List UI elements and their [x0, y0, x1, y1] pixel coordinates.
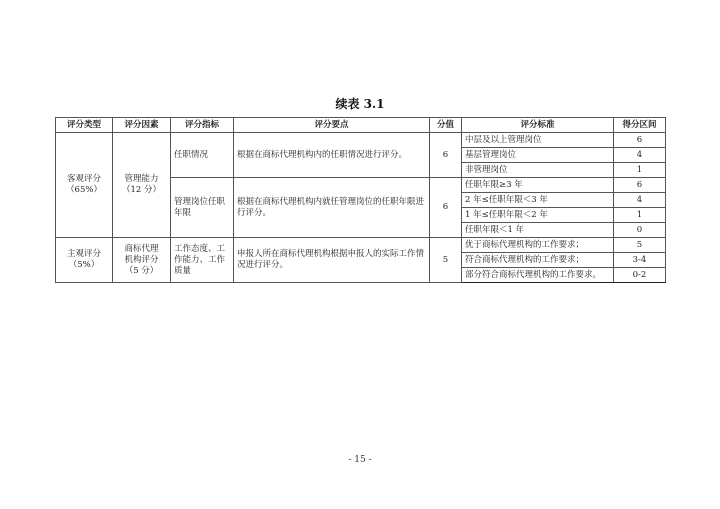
- standard-text: 中层及以上管理岗位: [462, 133, 614, 148]
- standard-text: 2 年≤任职年限＜3 年: [462, 193, 614, 208]
- objective-type-cell: [56, 133, 113, 238]
- standard-text: 部分符合商标代理机构的工作要求。: [462, 268, 614, 283]
- range-value: 3-4: [614, 253, 666, 268]
- tenure-score: 6: [430, 178, 462, 238]
- position-score: 6: [430, 133, 462, 178]
- header-score-range: 得分区间: [614, 118, 666, 133]
- header-score-standard: 评分标准: [462, 118, 614, 133]
- subjective-factor-points: （5 分）: [124, 265, 159, 276]
- objective-factor-label: 管理能力: [124, 174, 159, 184]
- standard-text: 非管理岗位: [462, 163, 614, 178]
- subjective-indicator: 工作态度、工作能力、工作质量: [171, 238, 234, 283]
- range-value: 6: [614, 178, 666, 193]
- scoring-table: [55, 117, 666, 283]
- position-point: 根据在商标代理机构内的任职情况进行评分。: [234, 133, 430, 178]
- tenure-point: 根据在商标代理机构内就任管理岗位的任职年限进行评分。: [234, 178, 430, 238]
- standard-text: 符合商标代理机构的工作要求；: [462, 253, 614, 268]
- range-value: 1: [614, 163, 666, 178]
- table-row: [56, 238, 666, 253]
- standard-text: 优于商标代理机构的工作要求；: [462, 238, 614, 253]
- range-value: 1: [614, 208, 666, 223]
- subjective-factor-cell: [113, 238, 171, 283]
- standard-text: 任职年限≥3 年: [462, 178, 614, 193]
- range-value: 4: [614, 148, 666, 163]
- objective-type-percent: （65%）: [66, 185, 102, 195]
- standard-text: 1 年≤任职年限＜2 年: [462, 208, 614, 223]
- tenure-indicator: 管理岗位任职年限: [171, 178, 234, 238]
- table-caption: 续表 3.1: [335, 97, 385, 111]
- subjective-type-label: 主观评分: [66, 249, 101, 259]
- range-value: 4: [614, 193, 666, 208]
- header-score-factor: 评分因素: [113, 118, 171, 133]
- objective-factor-points: （12 分）: [121, 185, 162, 195]
- header-score-indicator: 评分指标: [171, 118, 234, 133]
- range-value: 6: [614, 133, 666, 148]
- header-score-point: 评分要点: [234, 118, 430, 133]
- header-score-value: 分值: [430, 118, 462, 133]
- range-value: 0: [614, 223, 666, 238]
- table-row: [56, 133, 666, 148]
- table-header-row: [56, 118, 666, 133]
- position-indicator: 任职情况: [171, 133, 234, 178]
- objective-type-label: 客观评分: [66, 174, 101, 184]
- subjective-factor-line2: 机构评分: [124, 254, 159, 265]
- range-value: 0-2: [614, 268, 666, 283]
- header-score-type: 评分类型: [56, 118, 113, 133]
- subjective-score: 5: [430, 238, 462, 283]
- subjective-type-percent: （5%）: [68, 260, 100, 270]
- standard-text: 任职年限＜1 年: [462, 223, 614, 238]
- subjective-point: 申报人所在商标代理机构根据申报人的实际工作情况进行评分。: [234, 238, 430, 283]
- objective-factor-cell: [113, 133, 171, 238]
- standard-text: 基层管理岗位: [462, 148, 614, 163]
- subjective-type-cell: [56, 238, 113, 283]
- subjective-factor-line1: 商标代理: [124, 243, 159, 254]
- range-value: 5: [614, 238, 666, 253]
- page-number: - 15 -: [348, 455, 372, 465]
